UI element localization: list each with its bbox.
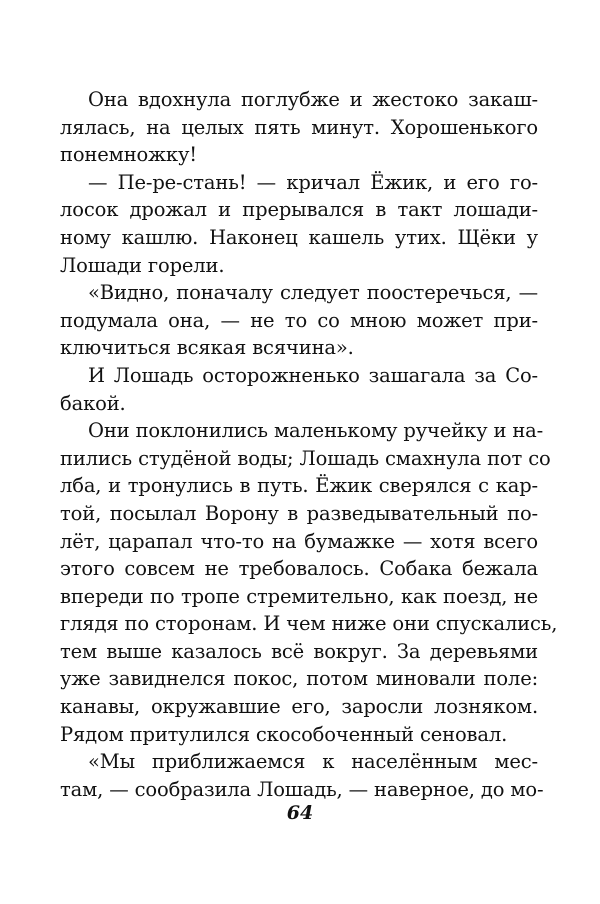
text-line: той, посылал Ворону в разведывательный по- [60, 501, 538, 525]
text-line: лба, и тронулись в путь. Ёжик сверялся с кар- [60, 474, 538, 498]
text-line: уже завиднелся покос, потом миновали поле: [60, 667, 538, 691]
text-line: лялась, на целых пять минут. Хорошенького [60, 115, 538, 139]
text-line: ключиться всякая всячина». [60, 336, 354, 360]
text-line: — Пе-ре-стань! — кричал Ёжик, и его го- [88, 170, 538, 194]
page-number: 64 [286, 802, 314, 824]
text-line: бакой. [60, 391, 126, 415]
text-line: Рядом притулился скособоченный сеновал. [60, 722, 508, 746]
text-line: понемножку! [60, 143, 197, 167]
text-line: Лошади горели. [60, 253, 225, 277]
text-line: ному кашлю. Наконец кашель утих. Щёки у [60, 225, 538, 249]
text-line: там, — сообразила Лошадь, — наверное, до мо- [60, 777, 544, 801]
text-line: впереди по тропе стремительно, как поезд, не [60, 584, 538, 608]
text-line: подумала она, — не то со мною может при- [60, 308, 538, 332]
text-line: Они поклонились маленькому ручейку и на- [88, 419, 544, 443]
text-line: «Видно, поначалу следует поостеречься, — [88, 281, 538, 305]
page-text-body [60, 86, 558, 803]
text-line: тем выше казалось всё вокруг. За деревьями [60, 639, 538, 663]
text-line: канавы, окружавшие его, заросли лозняком. [60, 695, 538, 719]
text-line: глядя по сторонам. И чем ниже они спускались, [60, 612, 558, 636]
text-line: «Мы приближаемся к населённым мес- [88, 750, 538, 774]
text-line: лосок дрожал и прерывался в такт лошади- [60, 198, 538, 222]
text-line: И Лошадь осторожненько зашагала за Со- [88, 363, 538, 387]
text-line: пились студёной воды; Лошадь смахнула пот со [60, 446, 551, 470]
text-line: этого совсем не требовалось. Собака бежала [60, 557, 538, 581]
text-line: лёт, царапал что-то на бумажке — хотя всего [60, 529, 538, 553]
text-line: Она вдохнула поглубже и жестоко закаш- [88, 88, 538, 111]
